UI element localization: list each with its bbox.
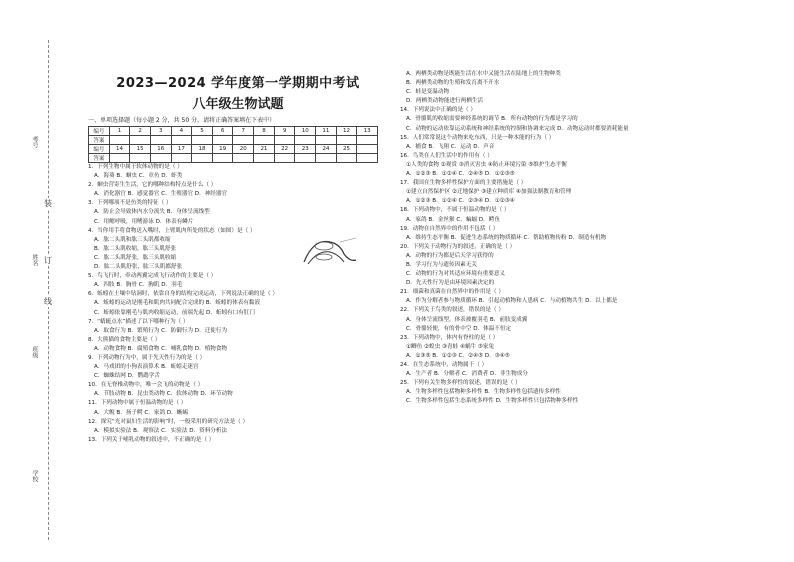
question-options: D．肱二头肌舒张，肱三头肌都舒张	[94, 264, 183, 271]
answer-table-cell: 2	[130, 127, 151, 136]
question-stem: 18．下列动物中，不属于恒温动物的是（ ）	[400, 207, 510, 214]
arm-muscle-figure	[300, 232, 360, 272]
answer-table-cell: 23	[295, 145, 316, 154]
answer-table-label: 编号	[89, 127, 110, 136]
left-column	[88, 72, 388, 445]
answer-blank[interactable]	[233, 154, 254, 163]
question-stem: 23．下列动物中，体内有脊柱的是（ ）	[400, 334, 499, 341]
question-stem: 10．在无脊椎动物中，唯一会飞的动物是（ ）	[88, 382, 204, 389]
question-options: B．肱二头肌收缩，肱三头肌舒张	[94, 245, 177, 252]
answer-blank[interactable]	[357, 136, 378, 145]
question-options: C．动物的行为对其适应环境有重要意义	[406, 271, 506, 278]
question-stem: 22．下列关于鸟类的叙述，错误的是（ ）	[400, 307, 504, 314]
answer-blank[interactable]	[316, 154, 337, 163]
answer-table-cell: 7	[233, 127, 254, 136]
answer-table-cell: 22	[274, 145, 295, 154]
answer-table-row	[89, 136, 378, 145]
exam-title: 2023—2024 学年度第一学期期中考试	[116, 76, 360, 91]
answer-table-cell: 13	[357, 127, 378, 136]
answer-table-cell: 3	[150, 127, 171, 136]
answer-table-cell: 25	[336, 145, 357, 154]
answer-table-cell: 16	[150, 145, 171, 154]
question-options: C．动物的运动依靠运动系统和神经系统的控制和协调来完成 D．动物运动时都要消耗能量	[406, 125, 629, 132]
binding-label-class: 班级	[31, 346, 38, 358]
question-options: A．维持生态平衡 B．促进生态系统的物质循环 C．帮助植物传粉 D．制造有机物	[406, 234, 607, 241]
answer-blank[interactable]	[150, 154, 171, 163]
answer-blank[interactable]	[212, 136, 233, 145]
question-options: C．用鳃呼吸，用鳍游泳 D．体表有鳞片	[94, 218, 194, 225]
question-stem: 6．蚯蚓在土壤中钻洞时，依靠自身的结构完成运动，下列说法正确的是（ ）	[88, 291, 278, 298]
answer-table-cell: 24	[316, 145, 337, 154]
binding-mark-2: 订	[44, 256, 52, 265]
question-options: ①建立自然保护区 ②迁地保护 ③建立种质库 ④加强法制教育和管理	[406, 189, 572, 196]
question-options: A．①②③ B．①②④ C．②③④ D．①②③④	[406, 198, 515, 205]
answer-blank[interactable]	[336, 154, 357, 163]
answer-blank[interactable]	[295, 154, 316, 163]
answer-blank[interactable]	[274, 136, 295, 145]
question-options: A．①②③ B．①②④ C．②④⑤ D．①②③⑤	[406, 171, 515, 178]
question-stem: 24．在生态系统中，动物属于（ ）	[400, 362, 488, 368]
binding-mark-1: 装	[44, 199, 52, 208]
answer-table-cell: 8	[254, 127, 275, 136]
binding-label-school: 学校	[31, 470, 38, 482]
question-stem: 25．下列有关生物多样性的叙述，错误的是（ ）	[400, 380, 521, 387]
binding-mark-3: 线	[44, 297, 52, 306]
question-options: C．蚯蚓依靠刚毛与肌肉收缩运动，前端先起 D．蚯蚓有口有肛门	[94, 309, 256, 316]
right-question-list	[400, 70, 780, 406]
question-stem: 17．我国在生物多样性保护方面的主要措施是（ ）	[400, 180, 527, 187]
question-options: A．①③⑤ B．①②③ C．②④⑤ D．③④⑤	[406, 352, 510, 359]
question-stem: 19．动物在自然界中的作用不包括（ ）	[400, 225, 499, 232]
answer-table-label: 编号	[89, 145, 110, 154]
question-options: A．取食行为 B．繁殖行为 C．防御行为 D．迁徙行为	[94, 327, 228, 334]
answer-blank[interactable]	[171, 136, 192, 145]
right-column	[400, 70, 780, 406]
exam-subtitle: 八年级生物试题	[192, 97, 284, 112]
answer-table-cell: 21	[254, 145, 275, 154]
answer-table-cell: 19	[212, 145, 233, 154]
answer-blank[interactable]	[316, 136, 337, 145]
answer-blank[interactable]	[192, 136, 213, 145]
answer-blank[interactable]	[130, 136, 151, 145]
answer-blank[interactable]	[150, 136, 171, 145]
question-options: C．生物多样性包括生态系统多样性 D．生物多样性只包括物种多样性	[406, 398, 579, 405]
question-stem: 21．细菌和真菌在自然界中的作用是（ ）	[400, 289, 504, 296]
question-options: A．身体呈流线型，体表被覆羽毛 B．前肢变成翼	[406, 316, 528, 323]
answer-blank[interactable]	[336, 136, 357, 145]
question-options: C．蛙是变温动物	[406, 89, 450, 96]
answer-table-cell: 14	[109, 145, 130, 154]
question-stem: 5．鸟飞行时，牵动两翼完成飞行动作的主要是（ ）	[88, 273, 217, 280]
answer-table	[88, 126, 378, 163]
answer-blank[interactable]	[254, 136, 275, 145]
answer-table-cell: 9	[274, 127, 295, 136]
question-stem: 13．下列关于哺乳动物的叙述中，不正确的是（ ）	[88, 436, 215, 443]
answer-table-cell: 5	[192, 127, 213, 136]
question-options: A．马戏团的小狗表演算术 B．蚯蚓走迷宫	[94, 364, 199, 371]
answer-table-cell: 1	[109, 127, 130, 136]
question-options: A．动物食物 B．腐殖食物 C．哺乳食物 D．植物食物	[94, 345, 228, 352]
question-stem: 1．下列生物中属于软体动物的是（ ）	[88, 164, 183, 170]
question-options: C．蜘蛛结网 D．鹦鹉学舌	[94, 373, 160, 380]
question-stem: 4．当你用手将食物送入嘴时，上臂肌肉所处的状态（如图）是（ ）	[88, 227, 256, 234]
question-stem: 12．探究“光对鼠妇生活的影响”时，一般采用的研究方法是（ ）	[88, 418, 249, 425]
question-options: A．节肢动物 B．昆虫类动物 C．软体动物 D．环节动物	[94, 391, 233, 398]
answer-blank[interactable]	[254, 154, 275, 163]
question-options: A．四肢 B．胸骨 C．胸肌 D．羽毛	[94, 282, 183, 289]
answer-table-row	[89, 127, 378, 136]
question-stem: 11．下列动物中属于恒温动物的是（ ）	[88, 400, 187, 407]
answer-blank[interactable]	[109, 154, 130, 163]
question-options: A．肱二头肌和肱三头肌都收缩	[94, 236, 171, 243]
question-options: D．先天性行为是由环境因素决定的	[406, 280, 495, 287]
answer-blank[interactable]	[171, 154, 192, 163]
question-options: ①人类的食物 ②观赏 ③消灭害虫 ④防止环境污染 ⑤维护生态平衡	[406, 161, 567, 168]
binding-label-name: 姓名	[31, 254, 38, 266]
answer-table-cell	[357, 145, 378, 154]
answer-blank[interactable]	[357, 154, 378, 163]
question-stem: 9．下列动物行为中，属于先天性行为的是（ ）	[88, 354, 206, 361]
question-stem: 14．下列说法中正确的是（ ）	[400, 107, 477, 114]
answer-blank[interactable]	[274, 154, 295, 163]
answer-table-row	[89, 154, 378, 163]
question-options: A．生产者 B．分解者 C．消费者 D．非生物成分	[406, 371, 528, 378]
answer-table-cell: 15	[130, 145, 151, 154]
answer-table-cell: 4	[171, 127, 192, 136]
question-stem: 20．下列关于动物行为的叙述，正确的是（ ）	[400, 243, 516, 250]
question-stem: 2．蛔虫营寄生生活，它的哪种结构特点是什么（ ）	[88, 182, 217, 189]
question-options: A．家鸽 B．金丝猴 C．蝙蝠 D．鳄鱼	[406, 216, 500, 223]
binding-line	[48, 40, 49, 540]
answer-table-cell: 11	[316, 127, 337, 136]
answer-table-cell: 6	[212, 127, 233, 136]
question-options: A．蚯蚓的运动是刚毛和肌肉共同配合完成的 B．蚯蚓的体表有黏液	[94, 300, 261, 307]
question-options: A．动物的行为都是后天学习获得的	[406, 252, 494, 259]
question-stem: 15．人们常常说这个动物来吃东西，只是一种本能的行为（ ）	[400, 134, 555, 141]
answer-table-cell: 18	[192, 145, 213, 154]
question-options: B．学习行为与遗传因素无关	[406, 261, 477, 268]
answer-table-cell: 10	[295, 127, 316, 136]
question-options: A．海葵 B．蛔虫 C．章鱼 D．虾类	[94, 173, 183, 180]
question-options: A．大鲵 B．扬子鳄 C．家鸽 D．蜥蜴	[94, 409, 188, 416]
question-options: A．两栖类动物是既能生活在水中又能生活在陆地上的生物种类	[406, 71, 561, 77]
left-question-list	[88, 163, 388, 445]
question-options: B．两栖类动物的生殖和发育离不开水	[406, 80, 500, 87]
section-one-heading: 一、单项选择题（每小题 2 分，共 50 分，请将正确答案填在下表中）	[88, 117, 276, 124]
answer-blank[interactable]	[192, 154, 213, 163]
answer-table-row	[89, 145, 378, 154]
binding-label-id: 考号	[31, 136, 38, 148]
question-options: ①鲫鱼 ②蝗虫 ③青蛙 ④蜗牛 ⑤家兔	[406, 343, 495, 350]
answer-blank[interactable]	[109, 136, 130, 145]
question-options: D．两栖类动物能进行两栖生活	[406, 98, 484, 105]
question-options: A．作为分解者参与物质循环 B．引起动植物和人患病 C．与动植物共生 D．以上都是	[406, 298, 618, 305]
answer-table-cell: 17	[171, 145, 192, 154]
answer-table-cell: 20	[233, 145, 254, 154]
question-stem: 7．“蜻蜓点水”描述了以下哪种行为（ ）	[88, 318, 189, 325]
question-options: A．捕食 B．飞翔 C．运动 D．声音	[406, 143, 495, 150]
question-options: A．消化器官 B．感觉器官 C．生殖器官 D．神经器官	[94, 191, 228, 198]
question-options: A．生物多样性包括物种多样性 B．生物多样性包括遗传多样性	[406, 389, 561, 396]
answer-blank[interactable]	[212, 154, 233, 163]
answer-blank[interactable]	[233, 136, 254, 145]
binding-margin	[28, 40, 80, 540]
answer-table-label: 答案	[89, 154, 110, 163]
answer-table-label: 答案	[89, 136, 110, 145]
question-options: A．防止会导致体内水分流失 B．身体呈流线型	[94, 209, 210, 216]
question-options: C．骨骼轻便，有的骨中空 D．体温不恒定	[406, 325, 512, 332]
question-options: C．肱二头肌舒张，肱三头肌收缩	[94, 254, 177, 261]
question-stem: 8．大熊猫的食物主要是（ ）	[88, 336, 161, 343]
question-stem: 16．鸟类在人们生活中的作用有（ ）	[400, 152, 493, 159]
answer-table-cell: 12	[336, 127, 357, 136]
question-stem: 3．下列哪项不是鱼类的特征（ ）	[88, 200, 172, 207]
question-options: A．模拟实验法 B．观察法 C．实验法 D．资料分析法	[94, 427, 228, 434]
question-options: A．骨骼肌的收缩需要神经系统的调节 B．所有动物的行为都是学习的	[406, 116, 578, 123]
answer-blank[interactable]	[295, 136, 316, 145]
answer-blank[interactable]	[130, 154, 151, 163]
